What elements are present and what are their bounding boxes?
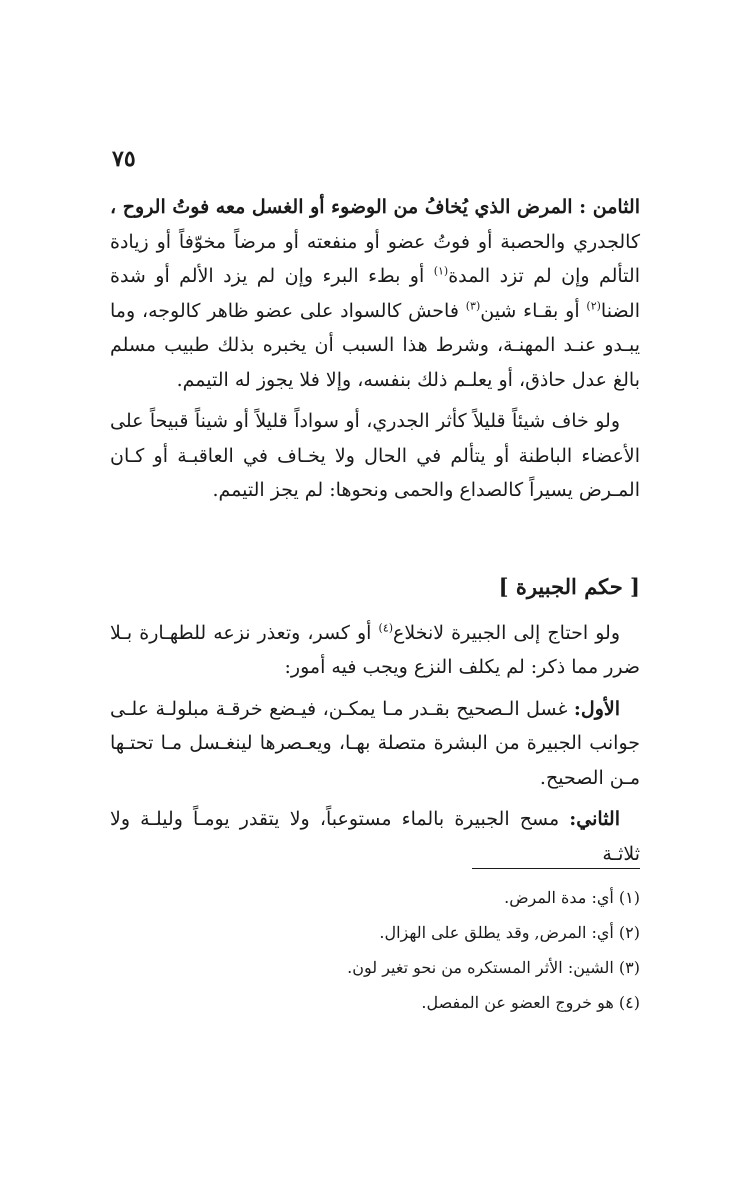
text-segment: أو بطء البرء وإن لم يزد الألم أو شدة الضنا: [110, 265, 640, 322]
text-segment: أو بقـاء شين: [480, 299, 587, 322]
footnote-ref-3[interactable]: (٣): [465, 299, 481, 313]
footnote-ref-1[interactable]: (١): [433, 264, 449, 278]
paragraph-eighth-condition: [110, 190, 640, 397]
footnote-3: (٣) الشين: الأثر المستكره من نحو تغير لون.: [347, 958, 640, 977]
footnote-ref-4[interactable]: (٤): [378, 621, 394, 635]
main-text: [110, 190, 640, 878]
footnote-ref-2[interactable]: (٢): [586, 299, 601, 313]
text-segment: كالجدري والحصبة أو فوتُ عضو أو منفعته أو مرضاً مخوّفاً أو زيادة التألم وإن لم تزد المدة: [110, 230, 640, 287]
paragraph-first-item: [110, 692, 640, 796]
item-text: غسل الـصحيح بقـدر مـا يمكـن، فيـضع خرقـة مبلولـة علـى جوانب الجبيرة من البشرة متصلة بهـا، ويعـصرها لينغـسل مـا تحتـها مـن الصحيح.: [110, 697, 640, 789]
text-segment: ولو احتاج إلى الجبيرة لانخلاع: [393, 621, 621, 644]
footnotes: [110, 880, 640, 1020]
text-segment: فاحش كالسواد على عضو ظاهر كالوجه، وما يبـدو عنـد المهنـة، وشرط هذا السبب أن يخبره بذلك طبيب مسلم بالغ عدل حاذق، أو يعلـم ذلك بنفسه، وإلا فلا يجوز له التيمم.: [110, 299, 640, 391]
page-number: ٧٥: [112, 146, 136, 172]
item-text: مسح الجبيرة بالماء مستوعباً، ولا يتقدر يومـاً وليلـة ولا ثلاثـة: [110, 808, 640, 865]
paragraph-lead: الثامن : المرض الذي يُخافُ من الوضوء أو الغسل معه فوتُ الروح ،: [110, 196, 640, 218]
paragraph-splint-intro: [110, 616, 640, 685]
text-segment: أو كسر، وتعذر نزعه للطهـارة بـلا ضرر مما ذكر: لم يكلف النزع ويجب فيه أمور:: [110, 621, 640, 678]
section-heading: [ حكم الجبيرة ]: [498, 573, 640, 599]
paragraph-minor-fear: ولو خاف شيئاً قليلاً كأثر الجدري، أو سواداً قليلاً أو شيناً قبيحاً على الأعضاء الباطنة أو يتألم في الحال ولا يخـاف في العاقبـة أو كـان المـرض يسيراً كالصداع والحمى ونحوها: لم يجز التيمم.: [110, 410, 640, 501]
footnote-1: (١) أي: مدة المرض.: [504, 888, 640, 907]
footnote-2: (٢) أي: المرض, وقد يطلق على الهزال.: [379, 923, 640, 942]
paragraph-second-item: [110, 802, 640, 871]
item-lead: الأول:: [573, 697, 620, 720]
footnote-divider: [472, 868, 640, 869]
footnote-4: (٤) هو خروج العضو عن المفصل.: [421, 993, 640, 1012]
item-lead: الثاني:: [569, 808, 620, 830]
